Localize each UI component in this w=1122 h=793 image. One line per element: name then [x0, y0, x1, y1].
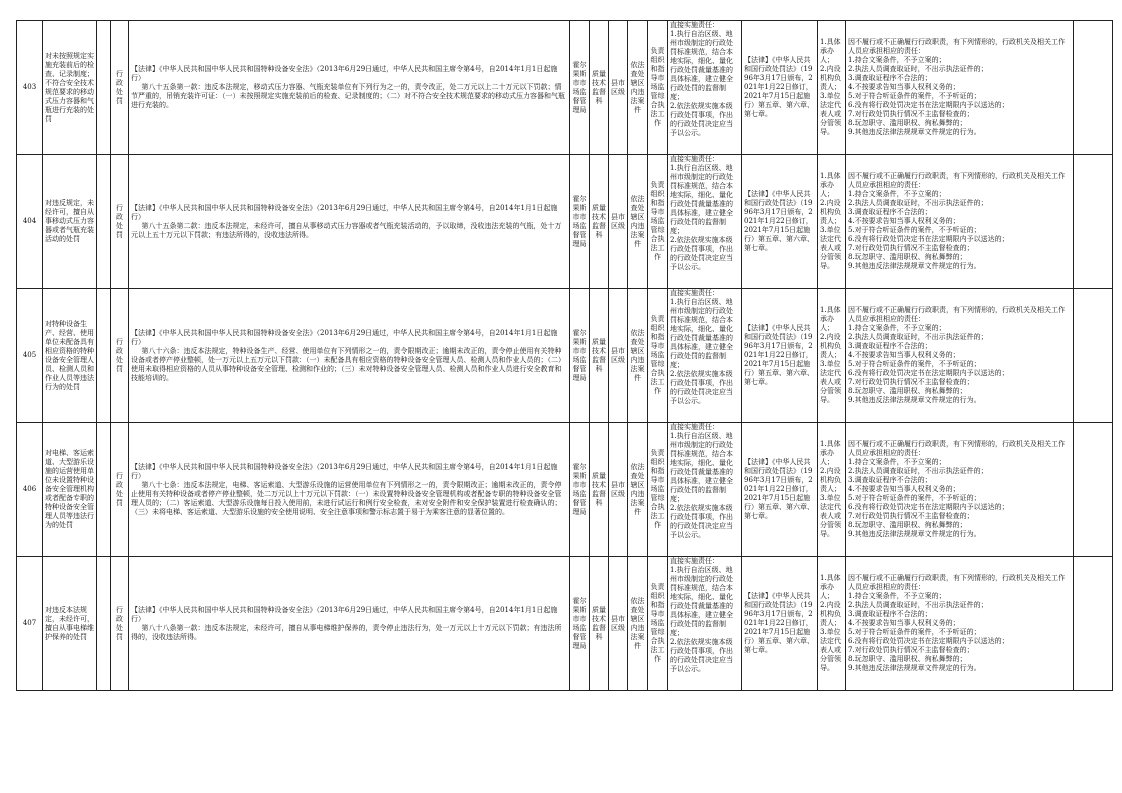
- item-name: 对违反规定，未经许可，擅自从事移动式压力容器或者气瓶充装活动的处罚: [43, 155, 97, 289]
- administrative-level: 县市区级: [609, 423, 628, 557]
- item-type: 行政处罚: [111, 21, 129, 155]
- empty-cell: [1074, 289, 1113, 423]
- liability-line: 9.其他违反法律法规规章文件规定的行为。: [848, 664, 981, 672]
- item-number: 406: [17, 423, 43, 557]
- liability-cases: [846, 21, 1074, 155]
- administrative-level: 县市区级: [609, 289, 628, 423]
- item-name: 对特种设备生产、经营、使用单位未配备具有相应资格的特种设备安全管理人员、检测人员和作业人员等违法行为的处罚: [43, 289, 97, 423]
- item-name: 对电梯、客运索道、大型游乐设施的运营使用单位未设置特种设备安全管理机构或者配备专职的特种设备安全管理人员等违法行为的处罚: [43, 423, 97, 557]
- accountable-persons: [818, 289, 846, 423]
- legal-basis-title: 【法律】《中华人民共和国中华人民共和国特种设备安全法》（2013年6月29日通过，中华人民共和国主席令第4号，自2014年1月1日起施行）: [131, 65, 558, 82]
- table-row: [17, 289, 1113, 423]
- internal-unit: 质量技术监督科: [590, 21, 609, 155]
- internal-unit: 质量技术监督科: [590, 155, 609, 289]
- liability-line: 8.玩忽职守、滥用职权、徇私舞弊的；: [848, 119, 967, 127]
- liability-line: 4.不按要求告知当事人权利义务的；: [848, 351, 960, 359]
- accountable-person: 1.具体承办人；: [820, 172, 841, 198]
- liability-line: 因不履行或不正确履行行政职责，有下列情形的，行政机关及相关工作人员应承担相应的责任：: [848, 172, 1065, 189]
- procedure-law: 【法律】《中华人民共和国行政处罚法》（1996年3月17日颁布，2021年1月22日修订，2021年7月15日起施行）第五章、第六章、第七章。: [742, 423, 818, 557]
- responsibility-line: 直接实施责任：: [670, 155, 719, 163]
- responsibility-line: 1.执行自治区级、地州市级制定的行政处罚标准规范，结合本地实际，细化、量化行政处罚裁量基准的具体标准，建立健全行政处罚的监督制度；: [670, 298, 733, 369]
- responsibility-line: 1.执行自治区级、地州市级制定的行政处罚标准规范，结合本地实际，细化、量化行政处罚裁量基准的具体标准，建立健全行政处罚的监督制度；: [670, 566, 733, 637]
- item-number: 407: [17, 557, 43, 691]
- liability-line: 1.持合文案条件，不予立案的；: [848, 56, 946, 64]
- liability-line: 8.玩忽职守、滥用职权、徇私舞弊的；: [848, 253, 967, 261]
- responsibility-line: 直接实施责任：: [670, 21, 719, 29]
- legal-basis: [129, 423, 570, 557]
- legal-basis-title: 【法律】《中华人民共和国中华人民共和国特种设备安全法》（2013年6月29日通过，中华人民共和国主席令第4号，自2014年1月1日起施行）: [131, 328, 558, 346]
- accountable-person: 3.单位法定代表人或分管领导。: [820, 92, 841, 136]
- procedure-law: 【法律】《中华人民共和国行政处罚法》（1996年3月17日颁布，2021年1月22日修订，2021年7月15日起施行）第五章、第六章、第七章。: [742, 557, 818, 691]
- procedure-law: 【法律】《中华人民共和国行政处罚法》（1996年3月17日颁布，2021年1月22日修订，2021年7月15日起施行）第五章、第六章、第七章。: [742, 21, 818, 155]
- responsibility-line: 2.依法依规实施本级行政处罚事项，作出的行政处罚决定应当予以公示。: [670, 638, 733, 673]
- accountable-person: 1.具体承办人；: [820, 440, 841, 466]
- administrative-level: 县市区级: [609, 21, 628, 155]
- implementing-department: 霍尔果斯市市场监督管理局: [570, 289, 590, 423]
- liability-line: 5.对于符合听证条件的案件，不予听证的；: [848, 360, 981, 368]
- liability-line: 5.对于符合听证条件的案件，不予听证的；: [848, 226, 981, 234]
- organizational-role: 负责组织和指导市场监管综合执法工作: [648, 155, 668, 289]
- liability-line: 7.对行政处罚执行情况不主监督检查的；: [848, 244, 974, 252]
- implementing-department: 霍尔果斯市市场监督管理局: [570, 557, 590, 691]
- item-number: 405: [17, 289, 43, 423]
- accountable-person: 1.具体承办人；: [820, 574, 841, 600]
- empty-cell: [97, 423, 111, 557]
- responsibility-line: 2.依法依规实施本级行政处罚事项，作出的行政处罚决定应当予以公示。: [670, 236, 733, 271]
- liability-line: 2.执法人员调查取证时，不出示执法证件的；: [848, 467, 988, 475]
- responsibility-line: 直接实施责任：: [670, 289, 719, 297]
- liability-line: 9.其他违反法律法规规章文件规定的行为。: [848, 262, 981, 270]
- liability-line: 7.对行政处罚执行情况不主监督检查的；: [848, 512, 974, 520]
- accountable-person: 2.内设机构负责人；: [820, 333, 841, 359]
- item-number: 404: [17, 155, 43, 289]
- liability-cases: [846, 557, 1074, 691]
- legal-basis-title: 【法律】《中华人民共和国中华人民共和国特种设备安全法》（2013年6月29日通过，中华人民共和国主席令第4号，自2014年1月1日起施行）: [131, 203, 558, 221]
- legal-basis: [129, 155, 570, 289]
- legal-basis-body: 第八十七条：违反本法规定，电梯、客运索道、大型游乐设施的运营使用单位有下列情形之一的，责令限期改正；逾期未改正的，责令停止使用有关特种设备或者停产停业整顿，处二万元以上十万元以下罚款：（一）未设置特种设备安全管理机构或者配备专职的特种设备安全管理人员的；（二）客运索道、大型游乐设施每日投入使用前，未进行试运行和例行安全检查，未对安全附件和安全保护装置进行检查确认的；（三）未将电梯、客运索道、大型游乐设施的安全使用说明、安全注意事项和警示标志置于易于为乘客注意的显著位置的。: [131, 480, 562, 516]
- liability-line: 3.调查取证程序不合法的；: [848, 208, 932, 216]
- item-name: 对违反本法规定，未经许可，擅自从事电梯维护保养的处罚: [43, 557, 97, 691]
- empty-cell: [1074, 557, 1113, 691]
- empty-cell: [1074, 155, 1113, 289]
- organizational-role: 负责组织和指导市场监管综合执法工作: [648, 21, 668, 155]
- enforcement-scope: 依法查处辖区内违法案件: [628, 557, 648, 691]
- liability-line: 7.对行政处罚执行情况不主监督检查的；: [848, 110, 974, 118]
- empty-cell: [97, 155, 111, 289]
- accountable-persons: [818, 423, 846, 557]
- accountable-person: 2.内设机构负责人；: [820, 199, 841, 225]
- accountable-person: 2.内设机构负责人；: [820, 65, 841, 91]
- responsibility-line: 直接实施责任：: [670, 557, 719, 565]
- procedure-law: 【法律】《中华人民共和国行政处罚法》（1996年3月17日颁布，2021年1月22日修订，2021年7月15日起施行）第五章、第六章、第七章。: [742, 289, 818, 423]
- empty-cell: [97, 557, 111, 691]
- administrative-level: 县市区级: [609, 557, 628, 691]
- legal-basis: [129, 289, 570, 423]
- organizational-role: 负责组织和指导市场监管综合执法工作: [648, 423, 668, 557]
- liability-line: 6.没有将行政处罚决定书在法定期限内予以送达的；: [848, 369, 1009, 377]
- liability-line: 8.玩忽职守、滥用职权、徇私舞弊的；: [848, 387, 967, 395]
- liability-line: 9.其他违反法律法规规章文件规定的行为。: [848, 128, 981, 136]
- liability-line: 3.调查取证程序不合法的；: [848, 476, 932, 484]
- accountable-person: 1.具体承办人；: [820, 306, 841, 332]
- liability-line: 2.执法人员调查取证时，不出示执法证件的；: [848, 199, 988, 207]
- internal-unit: 质量技术监督科: [590, 557, 609, 691]
- item-name: 对未按照规定实施充装前后的检查、记录制度；不符合安全技术规范要求的移动式压力容器和气瓶进行充装的处罚: [43, 21, 97, 155]
- legal-basis-body: 第八十六条：违反本法规定，特种设备生产、经营、使用单位有下列情形之一的，责令限期改正；逾期未改正的，责令停止使用有关特种设备或者停产停业整顿，处一万元以上五万元以下罚款：（一）未配备具有相应资格的特种设备安全管理人员、检测人员和作业人员的；（二）使用未取得相应资格的人员从事特种设备安全管理、检测和作业的；（三）未对特种设备安全管理人员、检测人员和作业人员进行安全教育和技能培训的。: [131, 346, 565, 382]
- empty-cell: [1074, 423, 1113, 557]
- table-row: [17, 557, 1113, 691]
- liability-line: 4.不按要求告知当事人权利义务的；: [848, 83, 960, 91]
- accountable-person: 3.单位法定代表人或分管领导。: [820, 226, 841, 270]
- liability-line: 6.没有将行政处罚决定书在法定期限内予以送达的；: [848, 637, 1009, 645]
- liability-line: 6.没有将行政处罚决定书在法定期限内予以送达的；: [848, 101, 1009, 109]
- liability-line: 因不履行或不正确履行行政职责，有下列情形的，行政机关及相关工作人员应承担相应的责任：: [848, 574, 1065, 591]
- responsibility-line: 1.执行自治区级、地州市级制定的行政处罚标准规范，结合本地实际，细化、量化行政处罚裁量基准的具体标准，建立健全行政处罚的监督制度；: [670, 30, 733, 101]
- accountable-persons: [818, 21, 846, 155]
- liability-line: 5.对于符合听证条件的案件，不予听证的；: [848, 92, 981, 100]
- item-type: 行政处罚: [111, 289, 129, 423]
- procedure-law: 【法律】《中华人民共和国行政处罚法》（1996年3月17日颁布，2021年1月22日修订，2021年7月15日起施行）第五章、第六章、第七章。: [742, 155, 818, 289]
- enforcement-scope: 依法查处辖区内违法案件: [628, 155, 648, 289]
- accountable-person: 2.内设机构负责人；: [820, 601, 841, 627]
- liability-line: 2.执法人员调查取证时，不出示执法证件的；: [848, 333, 988, 341]
- empty-cell: [97, 289, 111, 423]
- administrative-level: 县市区级: [609, 155, 628, 289]
- liability-line: 4.不按要求告知当事人权利义务的；: [848, 217, 960, 225]
- table-row: [17, 21, 1113, 155]
- liability-line: 1.持合文案条件，不予立案的；: [848, 190, 946, 198]
- responsibility-line: 1.执行自治区级、地州市级制定的行政处罚标准规范，结合本地实际，细化、量化行政处罚裁量基准的具体标准，建立健全行政处罚的监督制度；: [670, 432, 733, 503]
- accountable-person: 1.具体承办人；: [820, 38, 841, 64]
- legal-basis-body: 第八十八条第一款：违反本法规定，未经许可，擅自从事电梯维护保养的，责令停止违法行为，处一万元以上十万元以下罚款；有违法所得的，没收违法所得。: [131, 623, 562, 641]
- liability-line: 3.调查取证程序不合法的；: [848, 342, 932, 350]
- responsibility-table: [16, 20, 1113, 691]
- legal-basis-body: 第八十五条第二款：违反本法规定，未经许可，擅自从事移动式压力容器或者气瓶充装活动的，予以取缔，没收违法充装的气瓶，处十万元以上五十万元以下罚款；有违法所得的，没收违法所得。: [131, 221, 562, 239]
- liability-line: 9.其他违反法律法规规章文件规定的行为。: [848, 530, 981, 538]
- liability-line: 7.对行政处罚执行情况不主监督检查的；: [848, 378, 974, 386]
- liability-line: 因不履行或不正确履行行政职责，有下列情形的，行政机关及相关工作人员应承担相应的责任：: [848, 38, 1065, 55]
- responsibility-line: 2.依法依规实施本级行政处罚事项，作出的行政处罚决定应当予以公示。: [670, 504, 733, 539]
- responsibility-line: 1.执行自治区级、地州市级制定的行政处罚标准规范，结合本地实际，细化、量化行政处罚裁量基准的具体标准，建立健全行政处罚的监督制度；: [670, 164, 733, 235]
- liability-line: 4.不按要求告知当事人权利义务的；: [848, 485, 960, 493]
- liability-line: 9.其他违反法律法规规章文件规定的行为。: [848, 396, 981, 404]
- liability-line: 7.对行政处罚执行情况不主监督检查的；: [848, 646, 974, 654]
- liability-line: 3.调查取证程序不合法的；: [848, 610, 932, 618]
- implementing-department: 霍尔果斯市市场监督管理局: [570, 155, 590, 289]
- internal-unit: 质量技术监督科: [590, 423, 609, 557]
- legal-basis: [129, 557, 570, 691]
- table-row: [17, 155, 1113, 289]
- responsibility-line: 直接实施责任：: [670, 423, 719, 431]
- item-number: 403: [17, 21, 43, 155]
- implementing-department: 霍尔果斯市市场监督管理局: [570, 21, 590, 155]
- liability-line: 5.对于符合听证条件的案件，不予听证的；: [848, 494, 981, 502]
- liability-cases: [846, 423, 1074, 557]
- organizational-role: 负责组织和指导市场监管综合执法工作: [648, 557, 668, 691]
- accountable-person: 3.单位法定代表人或分管领导。: [820, 628, 841, 672]
- empty-cell: [1074, 21, 1113, 155]
- liability-line: 1.持合文案条件，不予立案的；: [848, 592, 946, 600]
- liability-line: 1.持合文案条件，不予立案的；: [848, 324, 946, 332]
- accountable-persons: [818, 155, 846, 289]
- item-type: 行政处罚: [111, 155, 129, 289]
- liability-cases: [846, 289, 1074, 423]
- legal-basis-body: 第八十五条第一款：违反本法规定，移动式压力容器、气瓶充装单位有下列行为之一的，责令改正，处二万元以上二十万元以下罚款；情节严重的，吊销充装许可证：（一）未按照规定实施充装前后的检查、记录制度的；（二）对不符合安全技术规范要求的移动式压力容器和气瓶进行充装的。: [131, 83, 565, 109]
- responsibility-line: 2.依法依规实施本级行政处罚事项，作出的行政处罚决定应当予以公示。: [670, 370, 733, 405]
- implementing-department: 霍尔果斯市市场监督管理局: [570, 423, 590, 557]
- accountable-person: 3.单位法定代表人或分管领导。: [820, 494, 841, 538]
- implementation-responsibility: [668, 21, 742, 155]
- implementation-responsibility: [668, 557, 742, 691]
- liability-line: 3.调查取证程序不合法的；: [848, 74, 932, 82]
- item-type: 行政处罚: [111, 557, 129, 691]
- enforcement-scope: 依法查处辖区内违法案件: [628, 289, 648, 423]
- organizational-role: 负责组织和指导市场监管综合执法工作: [648, 289, 668, 423]
- enforcement-scope: 依法查处辖区内违法案件: [628, 21, 648, 155]
- liability-line: 5.对于符合听证条件的案件，不予听证的；: [848, 628, 981, 636]
- legal-basis-title: 【法律】《中华人民共和国中华人民共和国特种设备安全法》（2013年6月29日通过，中华人民共和国主席令第4号，自2014年1月1日起施行）: [131, 462, 558, 480]
- liability-line: 8.玩忽职守、滥用职权、徇私舞弊的；: [848, 655, 967, 663]
- liability-line: 6.没有将行政处罚决定书在法定期限内予以送达的；: [848, 235, 1009, 243]
- liability-line: 6.没有将行政处罚决定书在法定期限内予以送达的；: [848, 503, 1009, 511]
- responsibility-line: 2.依法依规实施本级行政处罚事项，作出的行政处罚决定应当予以公示。: [670, 102, 733, 137]
- accountable-person: 2.内设机构负责人；: [820, 467, 841, 493]
- liability-cases: [846, 155, 1074, 289]
- liability-line: 因不履行或不正确履行行政职责，有下列情形的，行政机关及相关工作人员应承担相应的责任：: [848, 306, 1065, 323]
- accountable-person: 3.单位法定代表人或分管领导。: [820, 360, 841, 404]
- internal-unit: 质量技术监督科: [590, 289, 609, 423]
- liability-line: 2.执法人员调查取证时，不出示执法证件的；: [848, 65, 988, 73]
- liability-line: 2.执法人员调查取证时，不出示执法证件的；: [848, 601, 988, 609]
- liability-line: 8.玩忽职守、滥用职权、徇私舞弊的；: [848, 521, 967, 529]
- item-type: 行政处罚: [111, 423, 129, 557]
- accountable-persons: [818, 557, 846, 691]
- liability-line: 4.不按要求告知当事人权利义务的；: [848, 619, 960, 627]
- empty-cell: [97, 21, 111, 155]
- table-row: [17, 423, 1113, 557]
- liability-line: 1.持合文案条件，不予立案的；: [848, 458, 946, 466]
- legal-basis: [129, 21, 570, 155]
- liability-line: 因不履行或不正确履行行政职责，有下列情形的，行政机关及相关工作人员应承担相应的责任：: [848, 440, 1065, 457]
- implementation-responsibility: [668, 423, 742, 557]
- enforcement-scope: 依法查处辖区内违法案件: [628, 423, 648, 557]
- implementation-responsibility: [668, 289, 742, 423]
- implementation-responsibility: [668, 155, 742, 289]
- legal-basis-title: 【法律】《中华人民共和国中华人民共和国特种设备安全法》（2013年6月29日通过，中华人民共和国主席令第4号，自2014年1月1日起施行）: [131, 605, 558, 623]
